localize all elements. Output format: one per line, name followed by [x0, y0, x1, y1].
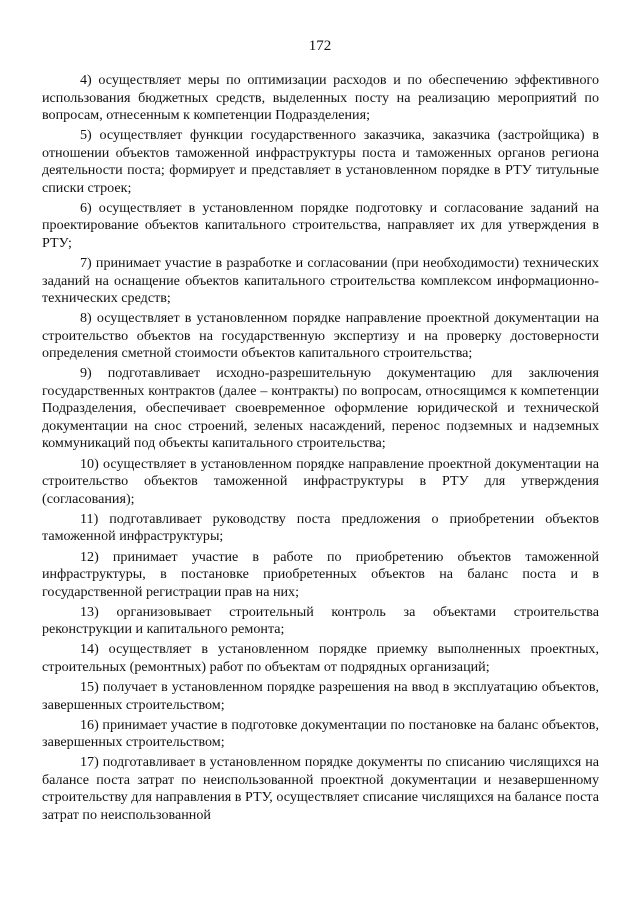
paragraph-item-9: 9) подготавливает исходно-разрешительную документацию для заключения государственных контрактов (далее – контракты) по вопросам, относящимся к компетенции Подразделения, обеспечивает своевременное оформление юридической и технической документации на снос строений, зеленых насаждений, перенос подземных и надземных коммуникаций под объекты капитального строительства;: [42, 365, 599, 452]
document-body: [42, 72, 599, 827]
paragraph-item-17: 17) подготавливает в установленном порядке документы по списанию числящихся на балансе поста затрат по неиспользованной проектной документации и незавершенному строительству для направления в РТУ, осуществляет списание числящихся на балансе поста затрат по неиспользованной: [42, 754, 599, 823]
paragraph-item-11: 11) подготавливает руководству поста предложения о приобретении объектов таможенной инфраструктуры;: [42, 510, 599, 545]
paragraph-item-8: 8) осуществляет в установленном порядке направление проектной документации на строительство объектов на государственную экспертизу и на проверку достоверности определения сметной стоимости объектов капитального строительства;: [42, 310, 599, 362]
paragraph-item-14: 14) осуществляет в установленном порядке приемку выполненных проектных, строительных (ремонтных) работ по объектам от подрядных организаций;: [42, 641, 599, 675]
paragraph-item-15: 15) получает в установленном порядке разрешения на ввод в эксплуатацию объектов, завершенных строительством;: [42, 679, 599, 713]
paragraph-item-13: 13) организовывает строительный контроль за объектами строительства реконструкции и капитального ремонта;: [42, 603, 599, 638]
paragraph-item-7: 7) принимает участие в разработке и согласовании (при необходимости) технических заданий на оснащение объектов капитального строительства комплексом информационно-технических средств;: [42, 255, 599, 307]
paragraph-item-10: 10) осуществляет в установленном порядке направление проектной документации на строительство объектов таможенной инфраструктуры в РТУ для утверждения (согласования);: [42, 455, 599, 507]
paragraph-item-16: 16) принимает участие в подготовке документации по постановке на баланс объектов, завершенных строительством;: [42, 716, 599, 751]
paragraph-item-6: 6) осуществляет в установленном порядке подготовку и согласование заданий на проектирование объектов капитального строительства, направляет их для утверждения в РТУ;: [42, 199, 599, 251]
page-number: 172: [308, 38, 332, 54]
paragraph-item-12: 12) принимает участие в работе по приобретению объектов таможенной инфраструктуры, в постановке приобретенных объектов на баланс поста и в государственной регистрации прав на них;: [42, 548, 599, 600]
paragraph-item-5: 5) осуществляет функции государственного заказчика, заказчика (застройщика) в отношении объектов таможенной инфраструктуры поста и таможенных органов региона деятельности поста; формирует и представляет в установленном порядке в РТУ титульные списки строек;: [42, 127, 599, 196]
paragraph-item-4: 4) осуществляет меры по оптимизации расходов и по обеспечению эффективного использования бюджетных средств, выделенных посту на реализацию мероприятий по вопросам, отнесенным к компетенции Подразделения;: [42, 72, 599, 123]
